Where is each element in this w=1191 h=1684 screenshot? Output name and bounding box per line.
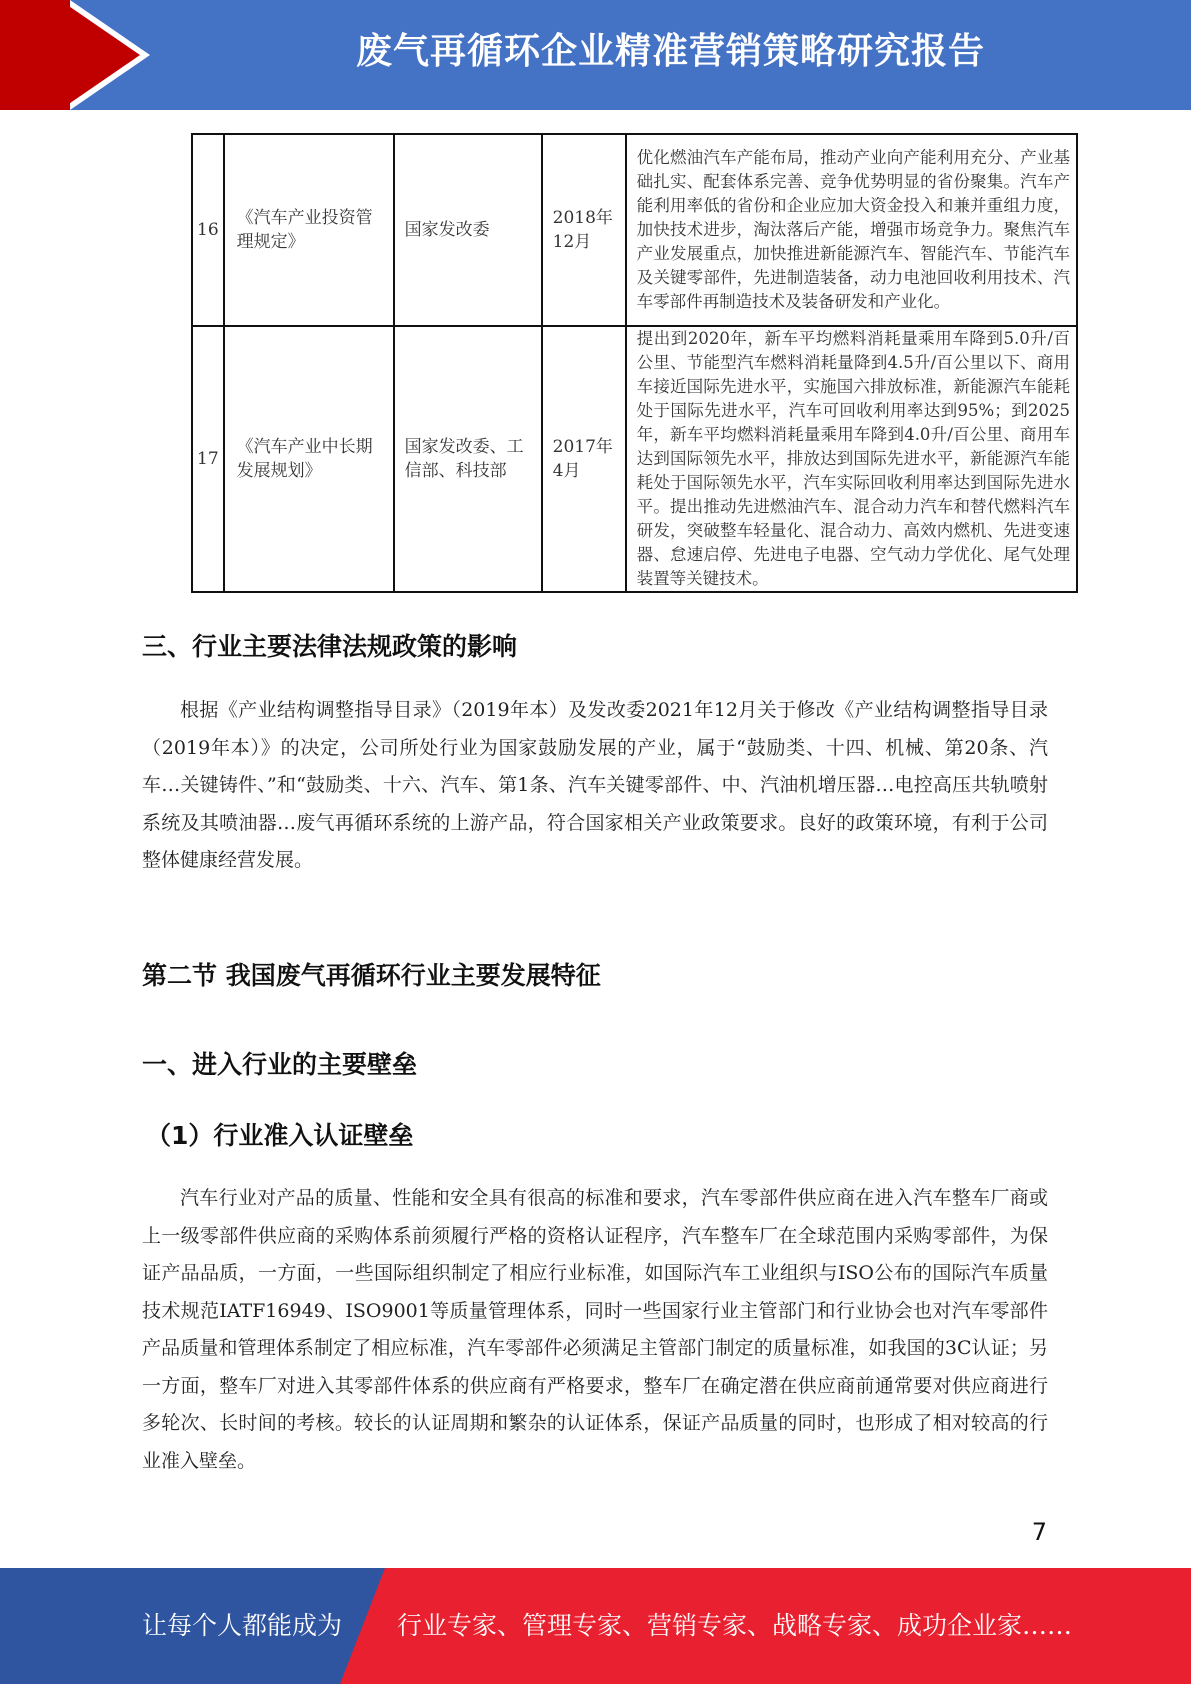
policy-table [191,133,1078,593]
subsection-heading-certification: （1）行业准入认证壁垒 [146,1121,414,1150]
page-number: 7 [1031,1518,1047,1546]
page-header [0,0,1191,110]
policy-content: 优化燃油汽车产能布局，推动产业向产能利用充分、产业基础扎实、配套体系完善、竞争优势明显的省份聚集。汽车产能利用率低的省份和企业应加大资金投入和兼并重组力度，加快技术进步，淘汰落后产能，增强市场竞争力。聚焦汽车产业发展重点，加快推进新能源汽车、智能汽车、节能汽车及关键零部件，先进制造装备，动力电池回收利用技术、汽车零部件再制造技术及装备研发和产业化。 [626,134,1077,326]
policy-name: 《汽车产业投资管理规定》 [224,134,394,326]
issue-date: 2018年12月 [542,134,626,326]
footer-slogan-right: 行业专家、管理专家、营销专家、战略专家、成功企业家…… [397,1611,1073,1640]
section-heading-barriers: 一、进入行业的主要壁垒 [142,1050,418,1079]
row-number: 16 [192,134,224,326]
certification-barrier-paragraph: 汽车行业对产品的质量、性能和安全具有很高的标准和要求，汽车零部件供应商在进入汽车整车厂商或上一级零部件供应商的采购体系前须履行严格的资格认证程序，汽车整车厂在全球范围内采购零部件，为保证产品品质，一方面，一些国际组织制定了相应行业标准，如国际汽车工业组织与ISO公布的国际汽车质量技术规范IATF16949、ISO9001等质量管理体系，同时一些国家行业主管部门和行业协会也对汽车零部件产品质量和管理体系制定了相应标准，汽车零部件必须满足主管部门制定的质量标准，如我国的3C认证；另一方面，整车厂对进入其零部件体系的供应商有严格要求，整车厂在确定潜在供应商前通常要对供应商进行多轮次、长时间的考核。较长的认证周期和繁杂的认证体系，保证产品质量的同时，也形成了相对较高的行业准入壁垒。 [142,1187,1048,1472]
table-row [192,134,1077,326]
table-row [192,326,1077,592]
page-footer [0,1568,1191,1684]
footer-slogan-left: 让每个人都能成为 [142,1611,343,1640]
policy-impact-paragraph: 根据《产业结构调整指导目录》（2019年本）及发改委2021年12月关于修改《产业结构调整指导目录（2019年本）》的决定，公司所处行业为国家鼓励发展的产业，属于“鼓励类、十四、机械、第20条、汽车…关键铸件、”和“鼓励类、十六、汽车、第1条、汽车关键零部件、中、汽油机增压器…电控高压共轨喷射系统及其喷油器…废气再循环系统的上游产品，符合国家相关产业政策要求。良好的政策环境，有利于公司整体健康经营发展。 [142,699,1048,871]
report-title: 废气再循环企业精准营销策略研究报告 [355,31,985,72]
policy-name: 《汽车产业中长期发展规划》 [224,326,394,592]
issuing-organization: 国家发改委 [394,134,542,326]
section-heading-policy-impact: 三、行业主要法律法规政策的影响 [142,632,518,661]
issue-date: 2017年4月 [542,326,626,592]
issuing-organization: 国家发改委、工信部、科技部 [394,326,542,592]
policy-content: 提出到2020年，新车平均燃料消耗量乘用车降到5.0升/百公里、节能型汽车燃料消耗量降到4.5升/百公里以下、商用车接近国际先进水平，实施国六排放标准，新能源汽车能耗处于国际先进水平，汽车可回收利用率达到95%；到2025年，新车平均燃料消耗量乘用车降到4.0升/百公里、商用车达到国际领先水平，排放达到国际先进水平，新能源汽车能耗处于国际领先水平，汽车实际回收利用率达到国际先进水平。提出推动先进燃油汽车、混合动力汽车和替代燃料汽车研发，突破整车轻量化、混合动力、高效内燃机、先进变速器、怠速启停、先进电子电器、空气动力学优化、尾气处理装置等关键技术。 [626,326,1077,592]
chapter-section-heading: 第二节 我国废气再循环行业主要发展特征 [142,961,601,990]
row-number: 17 [192,326,224,592]
header-arrow-icon [60,0,140,110]
